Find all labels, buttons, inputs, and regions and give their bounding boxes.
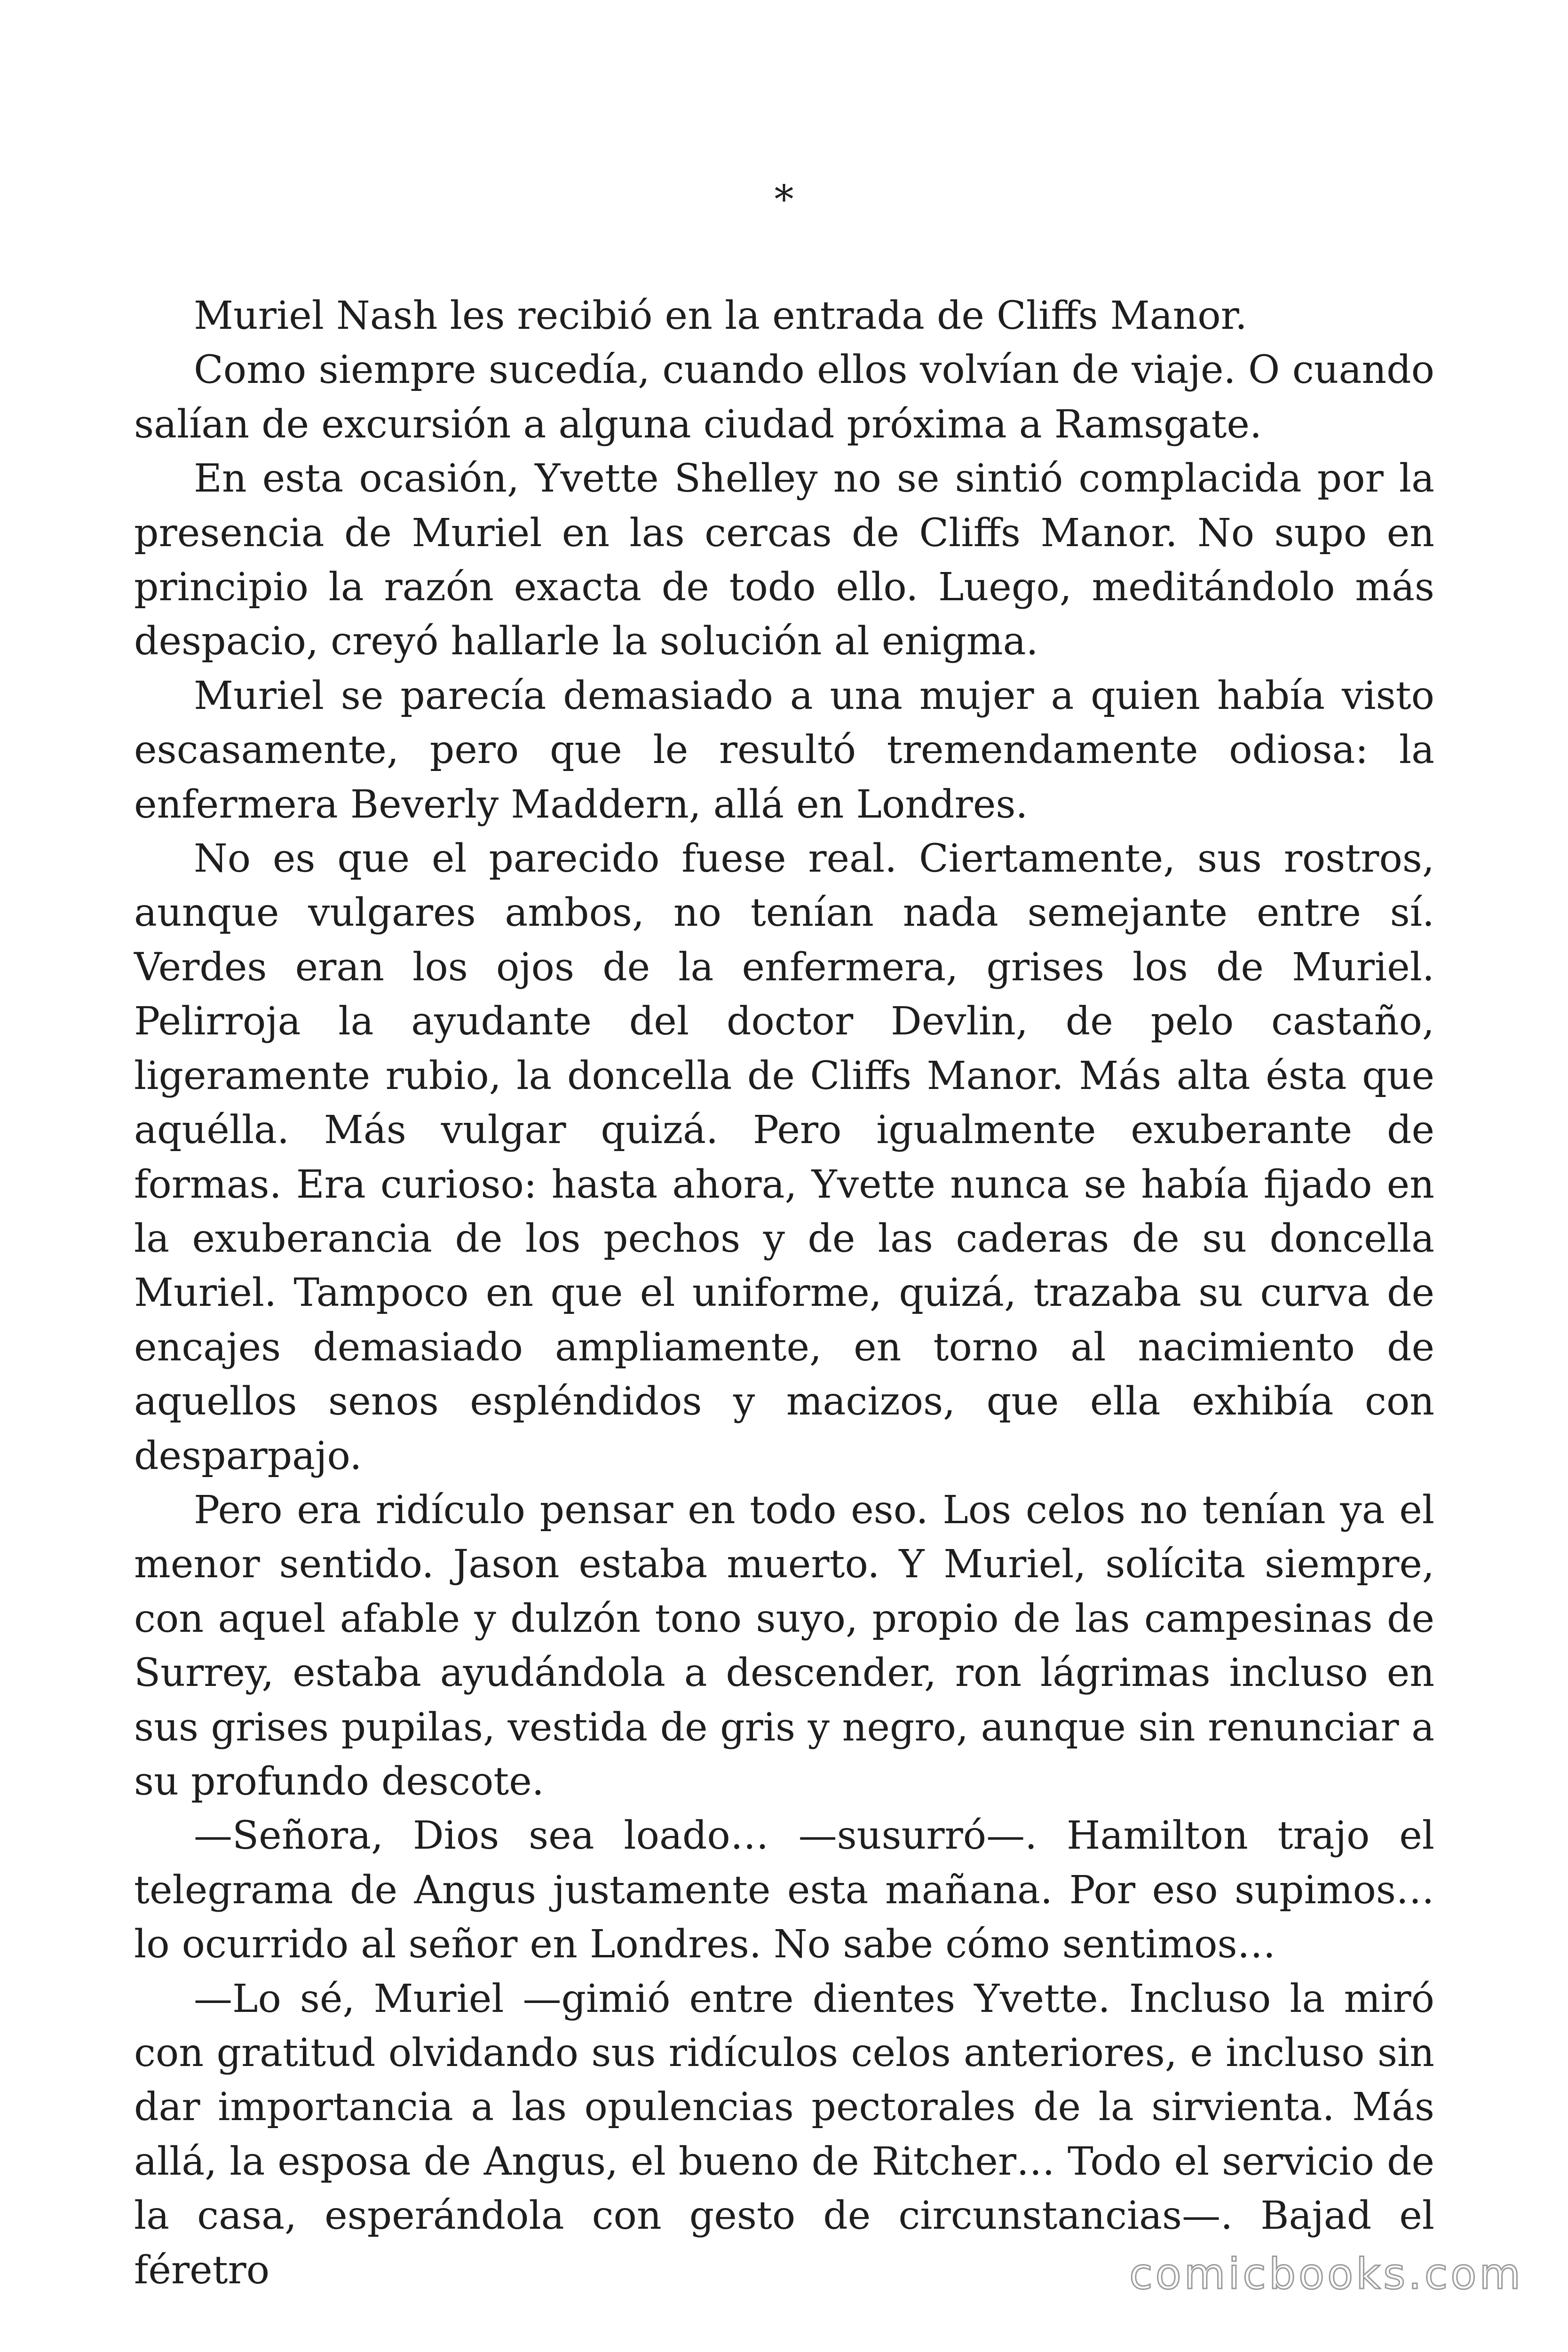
paragraph: —Señora, Dios sea loado… —susurró—. Hamilton trajo el telegrama de Angus justamente esta mañana. Por eso supimos… lo ocurrido al señor en Londres. No sabe cómo sentimos…: [134, 1813, 1434, 1967]
paragraph: En esta ocasión, Yvette Shelley no se sintió complacida por la presencia de Muriel en las cercas de Cliffs Manor. No supo en principio la razón exacta de todo ello. Luego, meditándolo más despacio, creyó hallarle la solución al enigma.: [134, 456, 1434, 664]
paragraph: No es que el parecido fuese real. Ciertamente, sus rostros, aunque vulgares ambos, no tenían nada semejante entre sí. Verdes eran los ojos de la enfermera, grises los de Muriel. Pelirroja la ayudante del doctor Devlin, de pelo castaño, ligeramente rubio, la doncella de Cliffs Manor. Más alta ésta que aquélla. Más vulgar quizá. Pero igualmente exuberante de formas. Era curioso: hasta ahora, Yvette nunca se había fijado en la exuberancia de los pechos y de las caderas de su doncella Muriel. Tampoco en que el uniforme, quizá, trazaba su curva de encajes demasiado ampliamente, en torno al nacimiento de aquellos senos espléndidos y macizos, que ella exhibía con desparpajo.: [134, 836, 1434, 1478]
section-separator: *: [774, 177, 794, 222]
paragraph: Muriel se parecía demasiado a una mujer a quien había visto escasamente, pero que le resultó tremendamente odiosa: la enfermera Beverly Maddern, allá en Londres.: [134, 673, 1434, 827]
watermark: comicbooks.com: [1129, 2249, 1523, 2299]
paragraph: Como siempre sucedía, cuando ellos volvían de viaje. O cuando salían de excursión a alguna ciudad próxima a Ramsgate.: [134, 348, 1434, 447]
body-text: [134, 289, 1434, 2297]
paragraph: —Lo sé, Muriel —gimió entre dientes Yvette. Incluso la miró con gratitud olvidando sus ridículos celos anteriores, e incluso sin dar importancia a las opulencias pectorales de la sirvienta. Más allá, la esposa de Angus, el bueno de Ritcher… Todo el servicio de la casa, esperándola con gesto de circunstancias—. Bajad el féretro: [134, 1976, 1434, 2293]
paragraph: Muriel Nash les recibió en la entrada de Cliffs Manor.: [194, 294, 1247, 338]
paragraph: Pero era ridículo pensar en todo eso. Los celos no tenían ya el menor sentido. Jason estaba muerto. Y Muriel, solícita siempre, con aquel afable y dulzón tono suyo, propio de las campesinas de Surrey, estaba ayudándola a descender, ron lágrimas incluso en sus grises pupilas, vestida de gris y negro, aunque sin renunciar a su profundo descote.: [134, 1487, 1434, 1804]
